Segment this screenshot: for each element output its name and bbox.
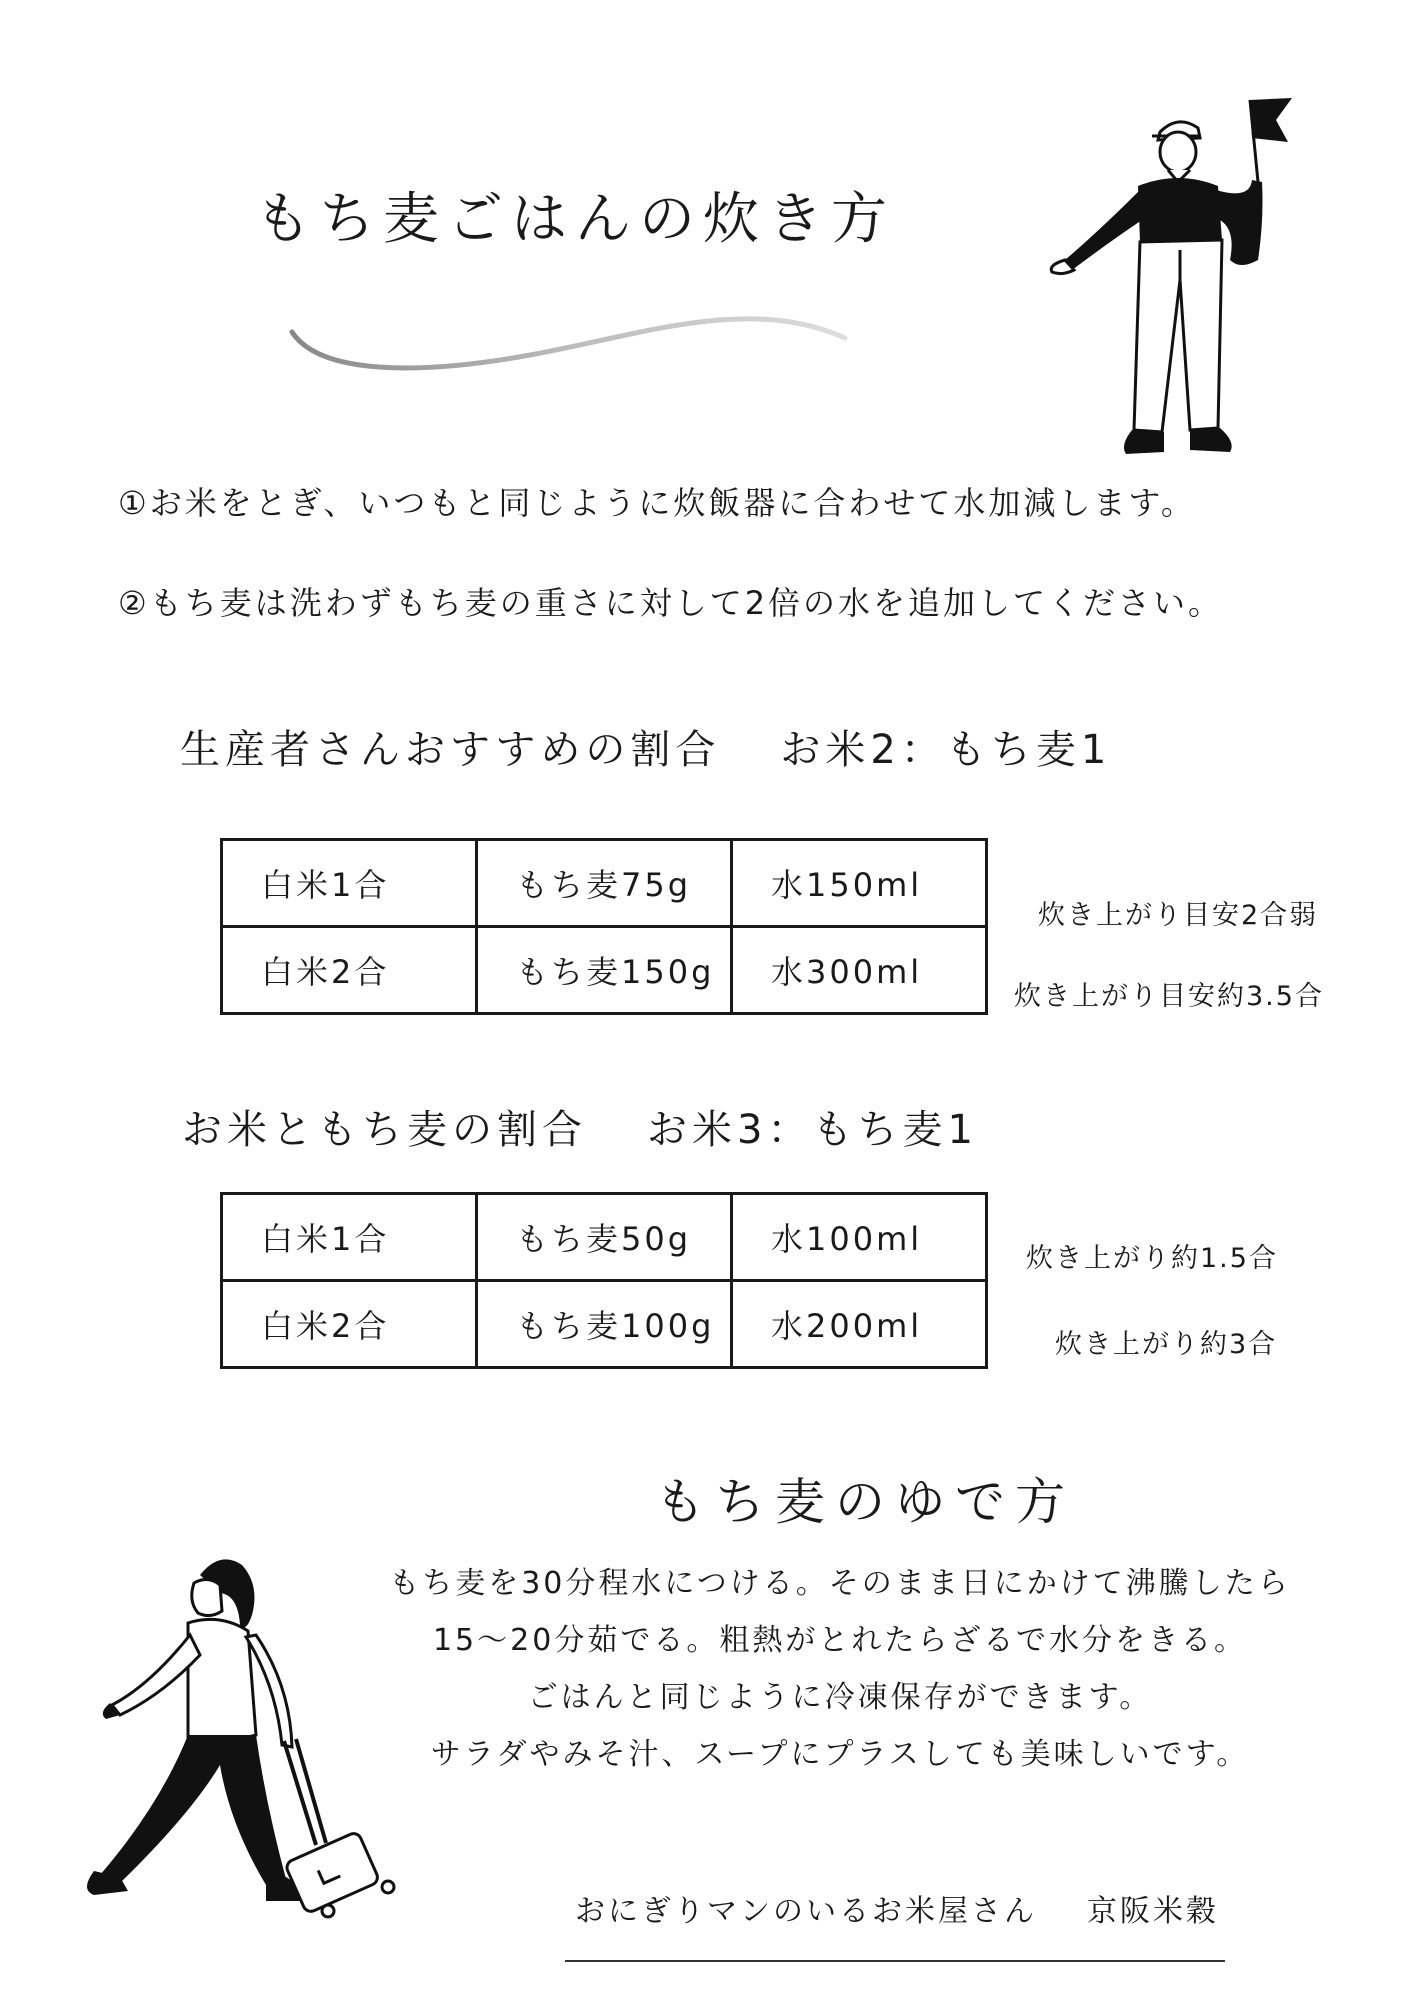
boil-line: 15〜20分茹でる。粗熱がとれたらざるで水分をきる。 bbox=[432, 1623, 1248, 1658]
boil-line: ごはんと同じように冷凍保存ができます。 bbox=[527, 1680, 1153, 1715]
water-cell: 水150ml bbox=[732, 840, 987, 927]
rice-cell: 白米2合 bbox=[222, 927, 477, 1014]
rice-cell: 白米1合 bbox=[222, 840, 477, 927]
barley-cell: もち麦150g bbox=[477, 927, 732, 1014]
water-cell: 水100ml bbox=[732, 1194, 987, 1281]
section1-ratio: お米2：もち麦1 bbox=[780, 727, 1112, 773]
woman-with-suitcase-icon bbox=[70, 1545, 440, 1925]
barley-cell: もち麦75g bbox=[477, 840, 732, 927]
water-cell: 水200ml bbox=[732, 1281, 987, 1368]
footer bbox=[575, 1886, 1219, 1930]
boil-instructions bbox=[330, 1555, 1350, 1783]
rice-cell: 白米2合 bbox=[222, 1281, 477, 1368]
instruction-step-1: ①お米をとぎ、いつもと同じように炊飯器に合わせて水加減します。 bbox=[118, 484, 1196, 522]
yield-note: 炊き上がり約1.5合 bbox=[1026, 1243, 1278, 1274]
man-with-flag-icon bbox=[1040, 90, 1300, 465]
yield-note: 炊き上がり約3合 bbox=[1055, 1329, 1278, 1360]
section2-table bbox=[220, 1192, 988, 1369]
water-cell: 水300ml bbox=[732, 927, 987, 1014]
section1-heading-text: 生産者さんおすすめの割合 bbox=[180, 727, 721, 773]
boil-line: サラダやみそ汁、スープにプラスしても美味しいです。 bbox=[430, 1737, 1250, 1772]
yield-note: 炊き上がり目安約3.5合 bbox=[1014, 981, 1324, 1012]
section2-heading-text: お米ともち麦の割合 bbox=[182, 1107, 587, 1153]
page-title: もち麦ごはんの炊き方 bbox=[255, 187, 895, 252]
yield-note: 炊き上がり目安2合弱 bbox=[1038, 900, 1319, 931]
boil-line: もち麦を30分程水につける。そのまま日にかけて沸騰したら bbox=[389, 1566, 1291, 1601]
section1-heading bbox=[180, 718, 1111, 775]
table-row bbox=[222, 840, 987, 927]
table-row bbox=[222, 927, 987, 1014]
boil-title: もち麦のゆで方 bbox=[655, 1473, 1075, 1531]
table-row bbox=[222, 1281, 987, 1368]
section1-table bbox=[220, 838, 988, 1015]
section2-heading bbox=[182, 1098, 978, 1155]
footer-divider bbox=[565, 1960, 1225, 1962]
barley-cell: もち麦50g bbox=[477, 1194, 732, 1281]
decorative-swoosh-icon bbox=[280, 300, 860, 390]
rice-cell: 白米1合 bbox=[222, 1194, 477, 1281]
table-row bbox=[222, 1194, 987, 1281]
footer-shop: おにぎりマンのいるお米屋さん bbox=[575, 1894, 1037, 1929]
footer-brand: 京阪米穀 bbox=[1087, 1894, 1219, 1929]
section2-ratio: お米3：もち麦1 bbox=[647, 1107, 978, 1153]
instruction-step-2: ②もち麦は洗わずもち麦の重さに対して2倍の水を追加してください。 bbox=[118, 584, 1224, 622]
barley-cell: もち麦100g bbox=[477, 1281, 732, 1368]
